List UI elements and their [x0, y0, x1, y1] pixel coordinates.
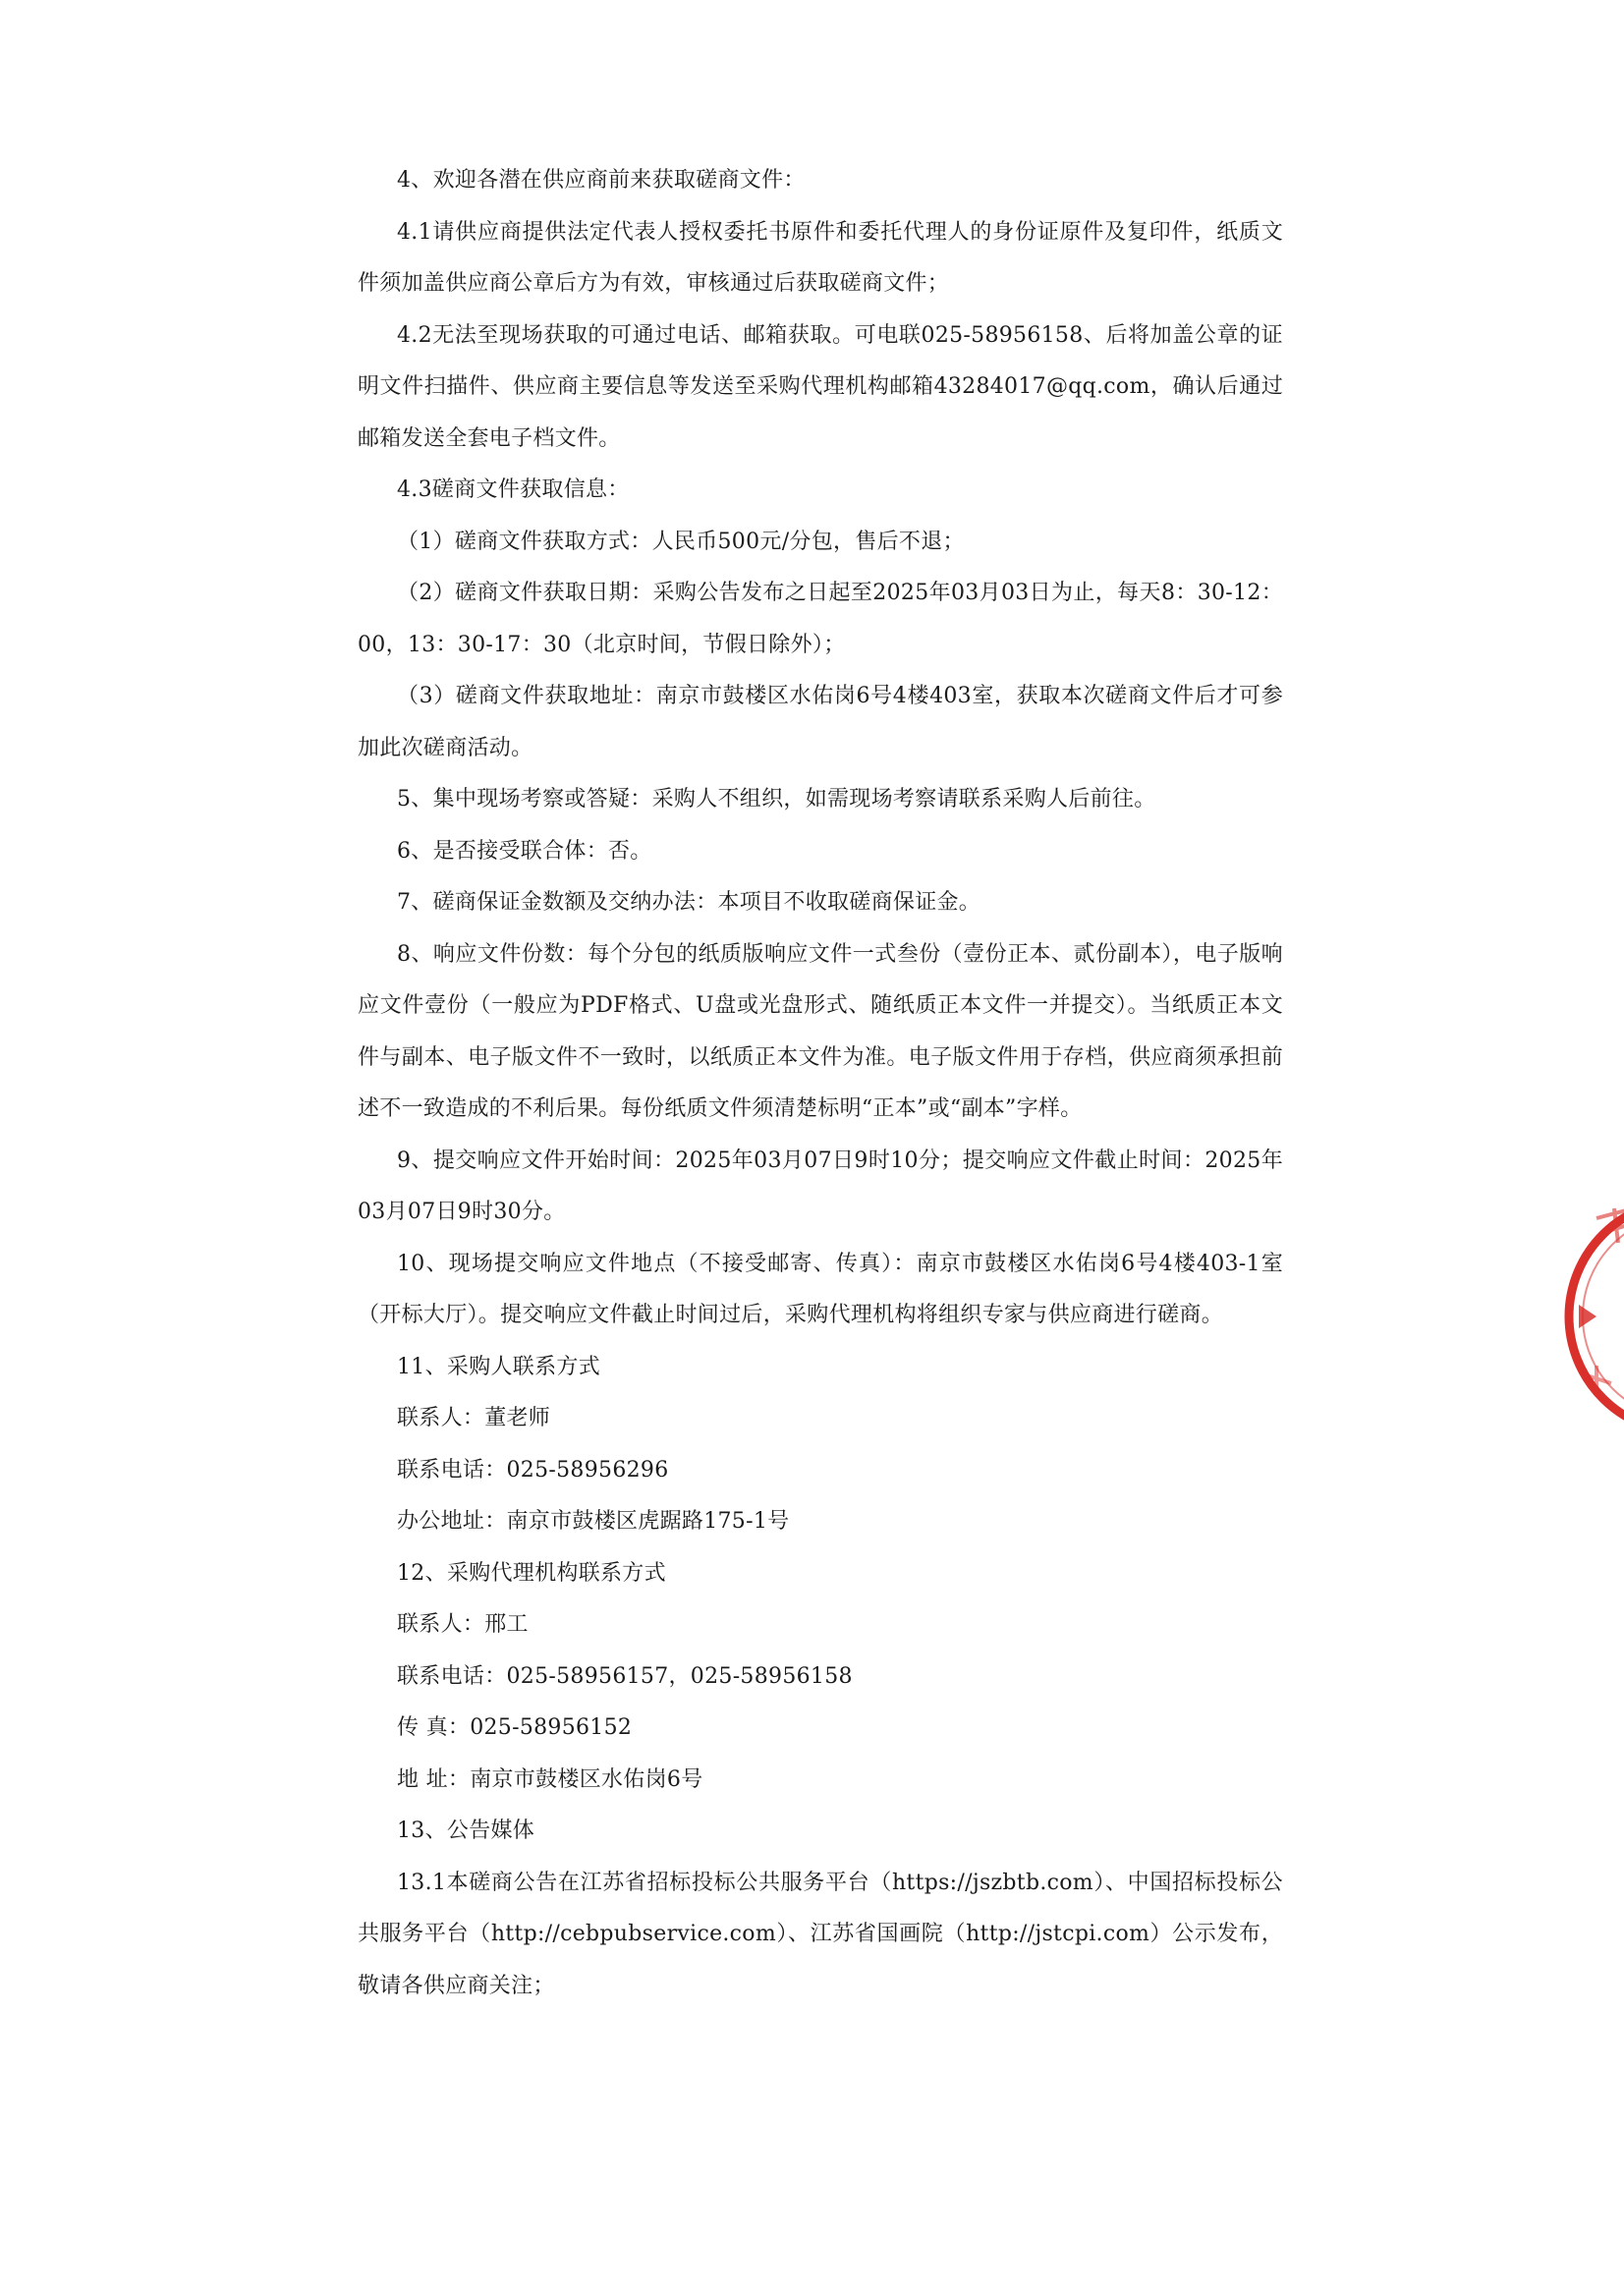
para-purchaser-address: 办公地址：南京市鼓楼区虎踞路175-1号 — [397, 1509, 790, 1534]
para-4-3-item-2: （2）磋商文件获取日期：采购公告发布之日起至2025年03月03日为止，每天8：30-12：00，13：30-17：30（北京时间，节假日除外）； — [358, 581, 1283, 657]
para-section-5: 5、集中现场考察或答疑：采购人不组织，如需现场考察请联系采购人后前往。 — [397, 787, 1156, 812]
para-section-4-header: 4、欢迎各潜在供应商前来获取磋商文件： — [397, 168, 806, 193]
document-body — [358, 155, 1283, 2012]
para-agent-phone: 联系电话：025-58956157，025-58956158 — [397, 1663, 853, 1689]
seal-char-stroke-3 — [1587, 1366, 1611, 1395]
para-13-1: 13.1本磋商公告在江苏省招标投标公共服务平台（https://jszbtb.com）、中国招标投标公共服务平台（http://cebpubservice.com）、江苏省国画院（http://jstcpi.com）公示发布，敬请各供应商关注； — [358, 1870, 1283, 1998]
para-section-7: 7、磋商保证金数额及交纳办法：本项目不收取磋商保证金。 — [397, 890, 981, 915]
para-4-2: 4.2无法至现场获取的可通过电话、邮箱获取。可电联025-58956158、后将加盖公章的证明文件扫描件、供应商主要信息等发送至采购代理机构邮箱43284017@qq.com，确认后通过邮箱发送全套电子档文件。 — [358, 322, 1283, 451]
para-section-6: 6、是否接受联合体：否。 — [397, 838, 652, 864]
para-4-1: 4.1请供应商提供法定代表人授权委托书原件和委托代理人的身份证原件及复印件，纸质文件须加盖供应商公章后方为有效，审核通过后获取磋商文件； — [358, 219, 1283, 296]
seal-inner-ring — [1583, 1214, 1624, 1419]
seal-outer-ring — [1569, 1201, 1624, 1432]
para-agent-fax: 传 真：025-58956152 — [397, 1715, 633, 1740]
para-purchaser-contact: 联系人：董老师 — [397, 1406, 551, 1430]
seal-star-fragment — [1579, 1305, 1596, 1328]
para-section-8: 8、响应文件份数：每个分包的纸质版响应文件一式叁份（壹份正本、贰份副本），电子版响应文件壹份（一般应为PDF格式、U盘或光盘形式、随纸质正本文件一并提交）。当纸质正本文件与副本、电子版文件不一致时，以纸质正本文件为准。电子版文件用于存档，供应商须承担前述不一致造成的不利后果。每份纸质文件须清楚标明“正本”或“副本”字样。 — [358, 941, 1283, 1121]
seal-char-stroke-1 — [1596, 1208, 1624, 1243]
official-seal-stamp — [1557, 1189, 1624, 1444]
para-section-9: 9、提交响应文件开始时间：2025年03月07日9时10分；提交响应文件截止时间：2025年03月07日9时30分。 — [358, 1148, 1283, 1224]
para-section-12-header: 12、采购代理机构联系方式 — [397, 1560, 666, 1586]
para-4-3-item-3: （3）磋商文件获取地址：南京市鼓楼区水佑岗6号4楼403室，获取本次磋商文件后才可参加此次磋商活动。 — [358, 684, 1283, 760]
para-agent-address: 地 址：南京市鼓楼区水佑岗6号 — [397, 1766, 703, 1792]
para-agent-contact: 联系人：邢工 — [397, 1612, 529, 1637]
para-section-11-header: 11、采购人联系方式 — [397, 1354, 600, 1379]
para-purchaser-phone: 联系电话：025-58956296 — [397, 1457, 669, 1483]
para-section-10: 10、现场提交响应文件地点（不接受邮寄、传真）：南京市鼓楼区水佑岗6号4楼403-1室（开标大厅）。提交响应文件截止时间过后，采购代理机构将组织专家与供应商进行磋商。 — [358, 1251, 1283, 1327]
para-4-3-item-1: （1）磋商文件获取方式：人民币500元/分包，售后不退； — [397, 529, 965, 554]
para-4-3: 4.3磋商文件获取信息： — [397, 477, 630, 502]
para-section-13-header: 13、公告媒体 — [397, 1819, 535, 1843]
